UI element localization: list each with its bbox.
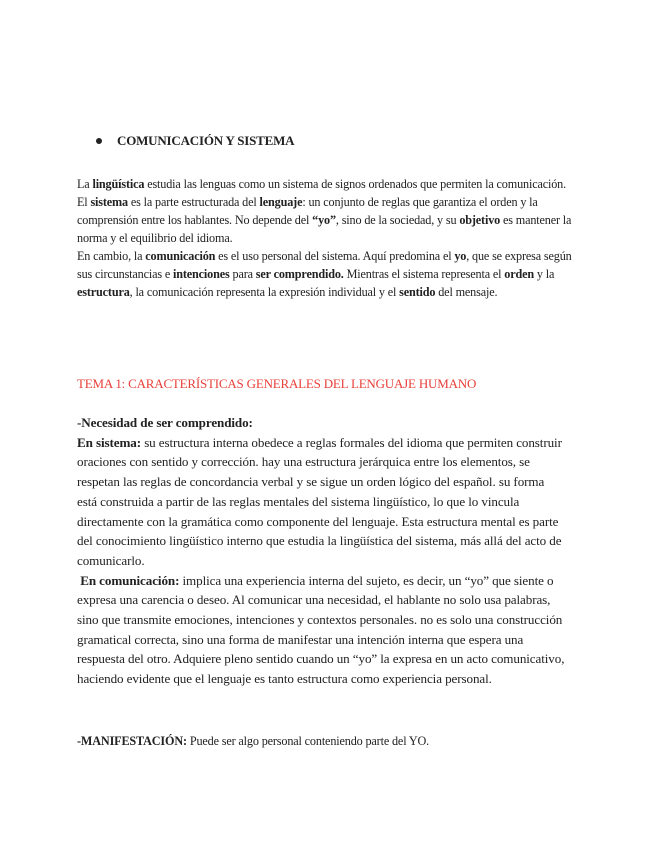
bold-term: estructura [77,285,130,299]
bullet-icon [96,138,102,144]
text-run: , la comunicación representa la expresión individual y el [129,285,400,299]
bold-term: En comunicación: [80,572,180,588]
text-run: El [77,195,91,209]
bold-term: objetivo [459,213,501,227]
bold-term: “yo” [312,213,336,227]
text-run: estudia las lenguas como un sistema de signos ordenados que permiten la comunicación. [144,177,566,191]
text-run: , que se expresa según sus circunstancias e [77,249,572,281]
manifestacion-paragraph [77,732,577,750]
bold-term: comunicación [145,249,216,263]
text-run: La [77,177,93,191]
tema-title: TEMA 1: CARACTERÍSTICAS GENERALES DEL LENGUAJE HUMANO [77,376,477,391]
text-run: Mientras el sistema representa el [343,267,505,281]
text-run: para [229,267,256,281]
text-run: es la parte estructurada del [127,195,260,209]
necesidad-comunicacion-paragraph [77,571,567,689]
text-run: es el uso personal del sistema. Aquí predomina el [215,249,455,263]
section-heading-text: COMUNICACIÓN Y SISTEMA [117,133,295,148]
text-run: del mensaje. [435,285,498,299]
text-run: y la [533,267,555,281]
bold-term: intenciones [173,267,230,281]
intro-paragraph-sistema [77,193,587,247]
text-run: su estructura interna obedece a reglas formales del idioma que permiten construir oraciones con sentido y corrección. hay una estructura jerárquica entre los elementos, se respetan las reglas de concordancia verbal y se sigue un orden lógico del español. su forma está construida a partir de las reglas mentales del sistema lingüístico, lo que lo vincula directamente con la gramática como componente del lenguaje. Esta estructura mental es parte del conocimiento lingüístico interno que estudia la lingüística del sistema, más allá del acto de comunicarlo. [77,434,562,568]
bold-term: orden [504,267,534,281]
text-run: : un conjunto de reglas que garantiza el orden y la comprensión entre los hablantes. No depende del [77,195,538,227]
bold-term: En sistema: [77,434,142,450]
intro-paragraph-comunicacion [77,247,587,301]
necesidad-heading [77,413,567,433]
necesidad-sistema-paragraph [77,433,567,571]
intro-paragraphs [77,175,587,301]
bold-term: lenguaje [259,195,303,209]
bold-term: -Necesidad de ser comprendido: [77,415,253,430]
bold-term: sentido [399,285,436,299]
bold-term: sistema [90,195,128,209]
text-run: , sino de la sociedad, y su [335,213,460,227]
section-heading [96,133,294,149]
intro-paragraph-linguistica [77,175,587,193]
text-run: implica una experiencia interna del sujeto, es decir, un “yo” que siente o expresa una carencia o deseo. Al comunicar una necesidad, el hablante no solo usa palabras, sino que transmite emociones, intenciones y contextos personales. no es solo una construcción gramatical correcta, sino una forma de manifestar una intención interna que espera una respuesta del otro. Adquiere pleno sentido cuando un “yo” la expresa en un acto comunicativo, haciendo evidente que el lenguaje es tanto estructura como experiencia personal. [77,572,565,687]
bold-term: lingüística [92,177,145,191]
necesidad-section [77,413,567,689]
bold-term: -MANIFESTACIÓN: [77,734,187,748]
text-run: En cambio, la [77,249,146,263]
text-run: Puede ser algo personal conteniendo parte del YO. [186,734,430,748]
text-run: es mantener la norma y el equilibrio del idioma. [77,213,572,245]
bold-term: yo [454,249,467,263]
bold-term: ser comprendido. [255,267,344,281]
